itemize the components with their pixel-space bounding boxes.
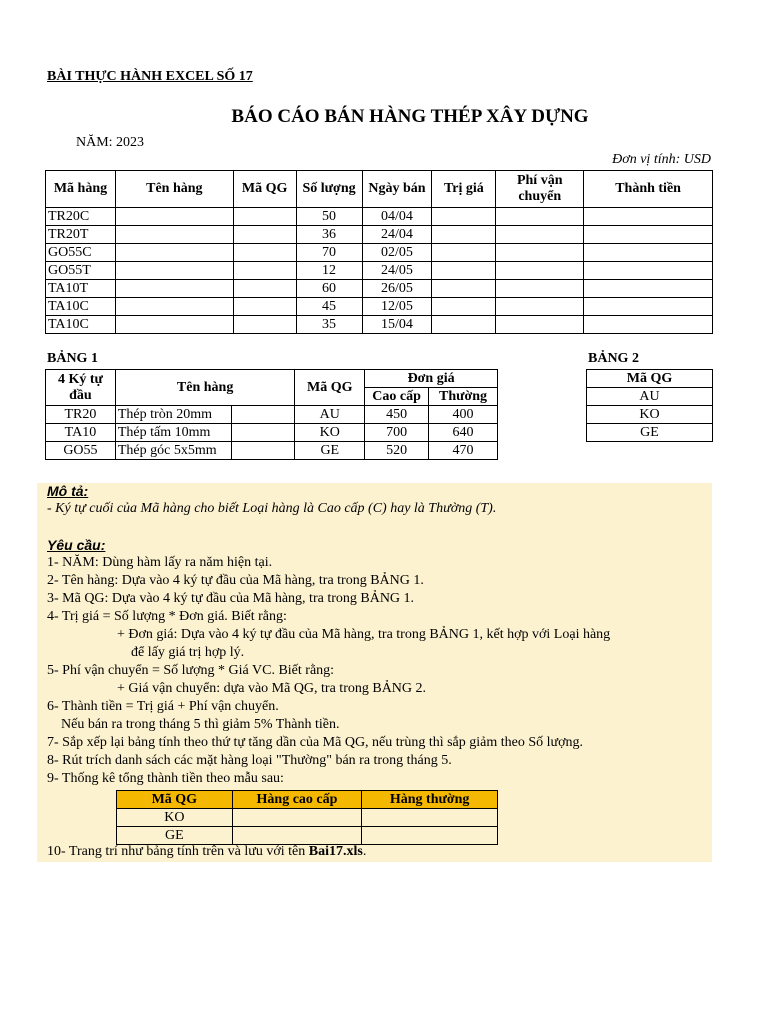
t1-name: Thép góc 5x5mm: [115, 442, 231, 460]
t2-country: KO: [587, 406, 713, 424]
cell-ngay-ban: 04/04: [362, 208, 432, 226]
table-row: [46, 442, 498, 460]
cell-ma-hang: TR20T: [46, 226, 116, 244]
table-row: [117, 809, 498, 827]
country-table: [586, 369, 713, 442]
requirement-line: + Giá vận chuyển: dựa vào Mã QG, tra trong BẢNG 2.: [117, 681, 427, 696]
table-row: [46, 226, 713, 244]
cell-ngay-ban: 24/04: [362, 226, 432, 244]
summary-cell: [362, 809, 498, 827]
t1-code: TR20: [46, 406, 116, 424]
table-row: [46, 208, 713, 226]
cell-so-luong: 36: [296, 226, 362, 244]
cell-ngay-ban: 15/04: [362, 316, 432, 334]
cell-tri-gia: [432, 298, 496, 316]
cell-ten-hang: [115, 316, 233, 334]
summary-table: [116, 790, 498, 845]
header-ngay-ban: Ngày bán: [362, 171, 432, 208]
cell-tri-gia: [432, 226, 496, 244]
header-ten-hang: Tên hàng: [115, 171, 233, 208]
cell-ma-hang: GO55T: [46, 262, 116, 280]
cell-ten-hang: [115, 262, 233, 280]
cell-thanh-tien: [584, 208, 713, 226]
cell-ma-hang: TA10T: [46, 280, 116, 298]
cell-phi-van-chuyen: [496, 298, 584, 316]
cell-phi-van-chuyen: [496, 262, 584, 280]
cell-tri-gia: [432, 316, 496, 334]
header-ma-hang: Mã hàng: [46, 171, 116, 208]
cell-ngay-ban: 02/05: [362, 244, 432, 262]
t1-code: TA10: [46, 424, 116, 442]
table-row: [46, 316, 713, 334]
t1-name: Thép tròn 20mm: [115, 406, 231, 424]
cell-so-luong: 12: [296, 262, 362, 280]
cell-ma-hang: TR20C: [46, 208, 116, 226]
cell-ten-hang: [115, 298, 233, 316]
cell-so-luong: 60: [296, 280, 362, 298]
t1-country: KO: [295, 424, 365, 442]
requirement-line: 6- Thành tiền = Trị giá + Phí vận chuyển.: [47, 699, 279, 714]
t1-price-premium: 700: [365, 424, 429, 442]
cell-tri-gia: [432, 244, 496, 262]
requirement-line: 3- Mã QG: Dựa vào 4 ký tự đầu của Mã hàng, tra trong BẢNG 1.: [47, 591, 415, 606]
t1-price-premium: 520: [365, 442, 429, 460]
header-thanh-tien: Thành tiền: [584, 171, 713, 208]
cell-phi-van-chuyen: [496, 316, 584, 334]
table-row: [587, 424, 713, 442]
cell-ma-hang: TA10C: [46, 298, 116, 316]
t1-country: GE: [295, 442, 365, 460]
report-title: BÁO CÁO BÁN HÀNG THÉP XÂY DỰNG: [231, 106, 589, 127]
cell-ten-hang: [115, 226, 233, 244]
cell-so-luong: 50: [296, 208, 362, 226]
t1-header-thuong: Thường: [429, 388, 498, 406]
summary-header-cao-cap: Hàng cao cấp: [232, 791, 362, 809]
t1-header-ma-qg: Mã QG: [295, 370, 365, 406]
t1-code: GO55: [46, 442, 116, 460]
mo-ta-text: - Ký tự cuối của Mã hàng cho biết Loại hàng là Cao cấp (C) hay là Thường (T).: [47, 501, 497, 516]
table-row: [587, 406, 713, 424]
price-table: [45, 369, 498, 460]
table-row: [46, 424, 498, 442]
t1-price-normal: 400: [429, 406, 498, 424]
t1-header-ten-hang: Tên hàng: [115, 370, 294, 406]
cell-ma-qg: [233, 244, 296, 262]
last-line-file: Bai17.xls: [308, 844, 363, 859]
t2-header-ma-qg: Mã QG: [587, 370, 713, 388]
requirement-line: 7- Sắp xếp lại bảng tính theo thứ tự tăng dần của Mã QG, nếu trùng thì sắp giảm theo Số lượng.: [47, 735, 584, 750]
last-line-prefix: 10- Trang trí như bảng tính trên và lưu với tên: [47, 844, 309, 859]
cell-phi-van-chuyen: [496, 244, 584, 262]
t1-price-premium: 450: [365, 406, 429, 424]
cell-ma-qg: [233, 208, 296, 226]
requirement-line: 9- Thống kê tổng thành tiền theo mẫu sau:: [47, 771, 284, 786]
cell-ngay-ban: 12/05: [362, 298, 432, 316]
cell-ngay-ban: 24/05: [362, 262, 432, 280]
cell-tri-gia: [432, 280, 496, 298]
summary-country: GE: [117, 827, 233, 845]
summary-header-ma-qg: Mã QG: [117, 791, 233, 809]
cell-ma-qg: [233, 316, 296, 334]
requirement-line: để lấy giá trị hợp lý.: [131, 645, 245, 660]
requirement-line: 8- Rút trích danh sách các mặt hàng loại "Thường" bán ra trong tháng 5.: [47, 753, 452, 768]
requirement-line: 2- Tên hàng: Dựa vào 4 ký tự đầu của Mã hàng, tra trong BẢNG 1.: [47, 573, 424, 588]
cell-so-luong: 35: [296, 316, 362, 334]
cell-thanh-tien: [584, 244, 713, 262]
requirement-line: 1- NĂM: Dùng hàm lấy ra năm hiện tại.: [47, 555, 273, 570]
t1-header-cao-cap: Cao cấp: [365, 388, 429, 406]
exercise-title: BÀI THỰC HÀNH EXCEL SỐ 17: [47, 69, 253, 84]
t2-country: AU: [587, 388, 713, 406]
cell-phi-van-chuyen: [496, 280, 584, 298]
year-label: NĂM: 2023: [76, 135, 145, 150]
requirement-line: + Đơn giá: Dựa vào 4 ký tự đầu của Mã hàng, tra trong BẢNG 1, kết hợp với Loại hàng: [117, 627, 611, 642]
cell-so-luong: 45: [296, 298, 362, 316]
cell-thanh-tien: [584, 280, 713, 298]
t1-header-4-ky-tu: 4 Ký tự đầu: [46, 370, 116, 406]
cell-ma-hang: GO55C: [46, 244, 116, 262]
t2-country: GE: [587, 424, 713, 442]
header-phi-van-chuyen: Phí vận chuyển: [496, 171, 584, 208]
header-so-luong: Số lượng: [296, 171, 362, 208]
unit-label: Đơn vị tính: USD: [612, 152, 711, 167]
header-ma-qg: Mã QG: [233, 171, 296, 208]
cell-thanh-tien: [584, 316, 713, 334]
cell-tri-gia: [432, 208, 496, 226]
cell-thanh-tien: [584, 262, 713, 280]
yeu-cau-heading: Yêu cầu:: [47, 537, 106, 553]
cell-ma-qg: [233, 226, 296, 244]
requirement-line-last: [47, 844, 366, 860]
summary-cell: [232, 827, 362, 845]
table2-title: BẢNG 2: [588, 351, 639, 366]
t1-empty: [231, 406, 295, 424]
summary-cell: [362, 827, 498, 845]
table-row: [46, 244, 713, 262]
t1-price-normal: 640: [429, 424, 498, 442]
t1-empty: [231, 424, 295, 442]
cell-ma-qg: [233, 262, 296, 280]
cell-ma-qg: [233, 280, 296, 298]
cell-phi-van-chuyen: [496, 226, 584, 244]
summary-country: KO: [117, 809, 233, 827]
cell-tri-gia: [432, 262, 496, 280]
mo-ta-heading: Mô tả:: [47, 483, 89, 499]
table-row: [46, 298, 713, 316]
sales-table: [45, 170, 713, 334]
table-row: [117, 827, 498, 845]
table-row: [46, 280, 713, 298]
table-row: [46, 262, 713, 280]
table-row: [587, 388, 713, 406]
cell-ngay-ban: 26/05: [362, 280, 432, 298]
last-line-suffix: .: [362, 844, 367, 859]
t1-country: AU: [295, 406, 365, 424]
cell-ten-hang: [115, 208, 233, 226]
sales-table-header: [46, 171, 713, 208]
cell-ma-hang: TA10C: [46, 316, 116, 334]
cell-ten-hang: [115, 280, 233, 298]
cell-thanh-tien: [584, 298, 713, 316]
cell-ten-hang: [115, 244, 233, 262]
t1-header-don-gia: Đơn giá: [365, 370, 498, 388]
cell-so-luong: 70: [296, 244, 362, 262]
table1-title: BẢNG 1: [47, 351, 98, 366]
cell-ma-qg: [233, 298, 296, 316]
summary-cell: [232, 809, 362, 827]
cell-phi-van-chuyen: [496, 208, 584, 226]
t1-empty: [231, 442, 295, 460]
requirement-line: 5- Phí vận chuyển = Số lượng * Giá VC. Biết rằng:: [47, 663, 335, 678]
requirement-line: 4- Trị giá = Số lượng * Đơn giá. Biết rằng:: [47, 609, 287, 624]
t1-name: Thép tấm 10mm: [115, 424, 231, 442]
header-tri-gia: Trị giá: [432, 171, 496, 208]
cell-thanh-tien: [584, 226, 713, 244]
t1-price-normal: 470: [429, 442, 498, 460]
table-row: [46, 406, 498, 424]
summary-header-thuong: Hàng thường: [362, 791, 498, 809]
requirement-line: Nếu bán ra trong tháng 5 thì giảm 5% Thành tiền.: [61, 717, 340, 732]
